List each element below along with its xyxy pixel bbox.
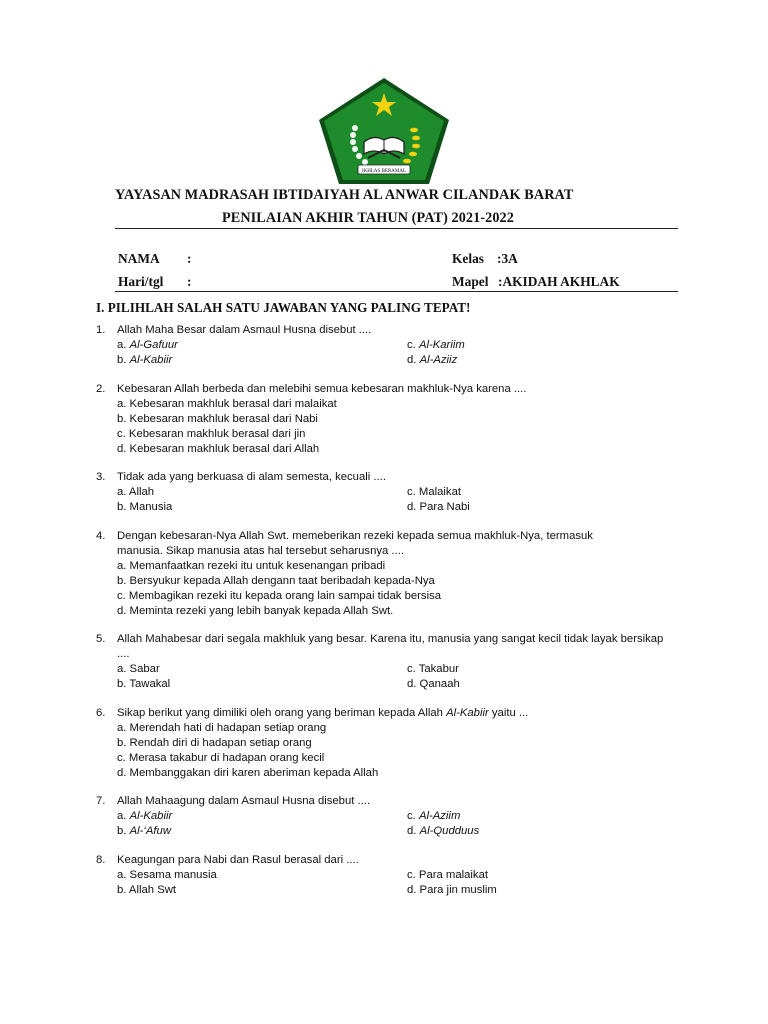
question-stem: Allah Maha Besar dalam Asmaul Husna disebut ....	[117, 324, 372, 336]
option-b: b. Rendah diri di hadapan setiap orang	[117, 737, 312, 749]
question-stem: Kebesaran Allah berbeda dan melebihi semua kebesaran makhluk-Nya karena ....	[117, 383, 527, 395]
question-number: 7.	[96, 795, 106, 807]
option-d: d. Al-Aziiz	[407, 354, 458, 366]
emblem-ribbon-text: IKHLAS BERAMAL	[361, 169, 407, 174]
hari-label: Hari/tgl	[118, 274, 164, 289]
option-d: d. Para Nabi	[407, 501, 470, 513]
option-b: b. Manusia	[117, 501, 173, 513]
question-number: 1.	[96, 324, 106, 336]
option-b: b. Tawakal	[117, 678, 171, 690]
option-d: d. Al-Qudduus	[407, 825, 480, 837]
option-c: c. Al-Kariim	[407, 339, 465, 351]
question-stem: Allah Mahabesar dari segala makhluk yang besar. Karena itu, manusia yang sangat kecil tidak layak bersikap ....	[117, 633, 664, 660]
question-stem: Sikap berikut yang dimiliki oleh orang yang beriman kepada Allah Al-Kabiir yaitu ...	[117, 707, 529, 719]
mapel-label: Mapel	[452, 274, 489, 289]
option-b: b. Bersyukur kepada Allah dengann taat beribadah kepada-Nya	[117, 575, 435, 587]
option-b: b. Allah Swt	[117, 884, 177, 896]
exam-title: PENILAIAN AKHIR TAHUN (PAT) 2021-2022	[222, 210, 514, 226]
option-a: a. Merendah hati di hadapan setiap orang	[117, 722, 327, 734]
option-c: c. Merasa takabur di hadapan orang kecil	[117, 752, 325, 764]
option-d: d. Kebesaran makhluk berasal dari Allah	[117, 443, 320, 455]
option-a: a. Allah	[117, 486, 155, 498]
option-c: c. Takabur	[407, 663, 459, 675]
madrasah-emblem	[316, 76, 452, 186]
option-c: c. Kebesaran makhluk berasal dari jin	[117, 428, 306, 440]
divider-bottom	[115, 291, 678, 292]
divider-top	[115, 228, 678, 229]
option-a: a. Kebesaran makhluk berasal dari malaikat	[117, 398, 337, 410]
question-stem: Keagungan para Nabi dan Rasul berasal dari ....	[117, 854, 359, 866]
section-title: I. PILIHLAH SALAH SATU JAWABAN YANG PALING TEPAT!	[96, 300, 471, 315]
mapel-value: :AKIDAH AKHLAK	[498, 274, 620, 289]
hari-colon: :	[187, 274, 192, 289]
kelas-label: Kelas	[452, 251, 484, 266]
option-c: c. Para malaikat	[407, 869, 488, 881]
question-number: 6.	[96, 707, 106, 719]
question-number: 8.	[96, 854, 106, 866]
option-a: a. Sabar	[117, 663, 160, 675]
option-c: c. Al-Aziim	[407, 810, 461, 822]
option-b: b. Al-Kabiir	[117, 354, 173, 366]
option-d: d. Para jin muslim	[407, 884, 497, 896]
question-stem: Dengan kebesaran-Nya Allah Swt. memeberikan rezeki kepada semua makhluk-Nya, termasuk manusia. Sikap manusia atas hal tersebut seharusnya ....	[117, 530, 593, 557]
question-number: 4.	[96, 530, 106, 542]
option-c: c. Malaikat	[407, 486, 461, 498]
option-d: d. Qanaah	[407, 678, 460, 690]
kelas-value: :3A	[497, 251, 518, 266]
question-number: 5.	[96, 633, 106, 645]
option-b: b. Al-‘Afuw	[117, 825, 171, 837]
nama-label: NAMA	[118, 251, 160, 266]
option-a: a. Al-Gafuur	[117, 339, 178, 351]
option-a: a. Memanfaatkan rezeki itu untuk kesenangan pribadi	[117, 560, 386, 572]
question-stem: Allah Mahaagung dalam Asmaul Husna disebut ....	[117, 795, 371, 807]
question-number: 3.	[96, 471, 106, 483]
option-b: b. Kebesaran makhluk berasal dari Nabi	[117, 413, 318, 425]
nama-colon: :	[187, 251, 192, 266]
option-c: c. Membagikan rezeki itu kepada orang lain sampai tidak bersisa	[117, 590, 442, 602]
option-a: a. Sesama manusia	[117, 869, 217, 881]
question-stem: Tidak ada yang berkuasa di alam semesta, kecuali ....	[117, 471, 386, 483]
school-name: YAYASAN MADRASAH IBTIDAIYAH AL ANWAR CILANDAK BARAT	[115, 187, 574, 203]
option-a: a. Al-Kabiir	[117, 810, 173, 822]
option-d: d. Membanggakan diri karen aberiman kepada Allah	[117, 767, 379, 779]
question-number: 2.	[96, 383, 106, 395]
option-d: d. Meminta rezeki yang lebih banyak kepada Allah Swt.	[117, 605, 394, 617]
